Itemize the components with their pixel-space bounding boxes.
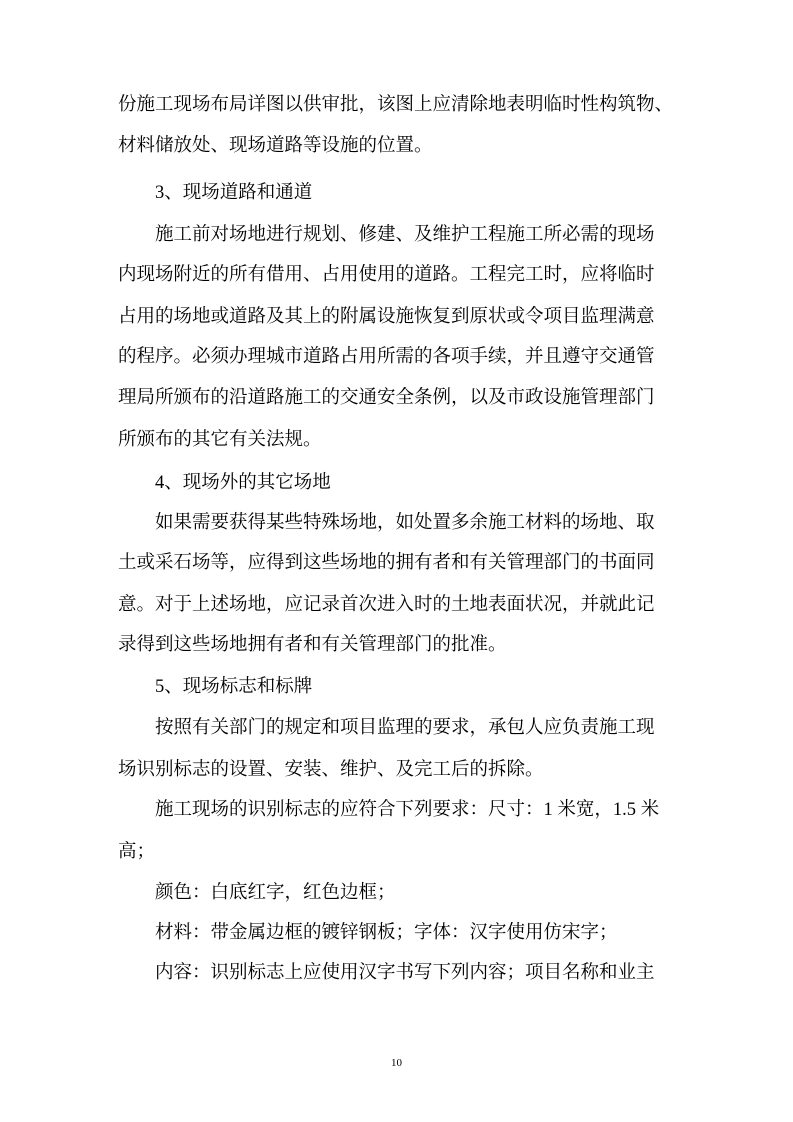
body-text-line: 的程序。必须办理城市道路占用所需的各项手续，并且遵守交通管	[118, 347, 655, 367]
section-heading-3: 3、现场道路和通道	[155, 183, 313, 203]
body-text-line: 内容：识别标志上应使用汉字书写下列内容；项目名称和业主	[155, 963, 655, 983]
body-text-line: 意。对于上述场地，应记录首次进入时的土地表面状况，并就此记	[118, 595, 655, 615]
body-text-line: 材料储放处、现场道路等设施的位置。	[118, 136, 433, 156]
section-heading-4: 4、现场外的其它场地	[155, 473, 331, 493]
body-text-line: 颜色：白底红字，红色边框；	[155, 883, 396, 903]
body-text-line: 施工现场的识别标志的应符合下列要求：尺寸：1 米宽，1.5 米	[155, 800, 660, 820]
body-text-line: 场识别标志的设置、安装、维护、及完工后的拆除。	[118, 760, 544, 780]
section-heading-5: 5、现场标志和标牌	[155, 677, 313, 697]
body-text-line: 高；	[118, 842, 156, 862]
body-text-line: 施工前对场地进行规划、修建、及维护工程施工所必需的现场	[155, 225, 655, 245]
body-text-line: 如果需要获得某些特殊场地，如处置多余施工材料的场地、取	[155, 513, 655, 533]
body-text-line: 占用的场地或道路及其上的附属设施恢复到原状或令项目监理满意	[118, 307, 655, 327]
body-text-line: 份施工现场布局详图以供审批，该图上应清除地表明临时性构筑物、	[118, 95, 674, 115]
page-number: 10	[391, 1057, 402, 1069]
body-text-line: 材料：带金属边框的镀锌钢板；字体：汉字使用仿宋字；	[155, 923, 618, 943]
body-text-line: 录得到这些场地拥有者和有关管理部门的批准。	[118, 635, 507, 655]
body-text-line: 所颁布的其它有关法规。	[118, 430, 322, 450]
body-text-line: 按照有关部门的规定和项目监理的要求，承包人应负责施工现	[155, 718, 655, 738]
body-text-line: 内现场附近的所有借用、占用使用的道路。工程完工时，应将临时	[118, 265, 655, 285]
body-text-line: 土或采石场等，应得到这些场地的拥有者和有关管理部门的书面同	[118, 553, 655, 573]
body-text-line: 理局所颁布的沿道路施工的交通安全条例，以及市政设施管理部门	[118, 388, 655, 408]
